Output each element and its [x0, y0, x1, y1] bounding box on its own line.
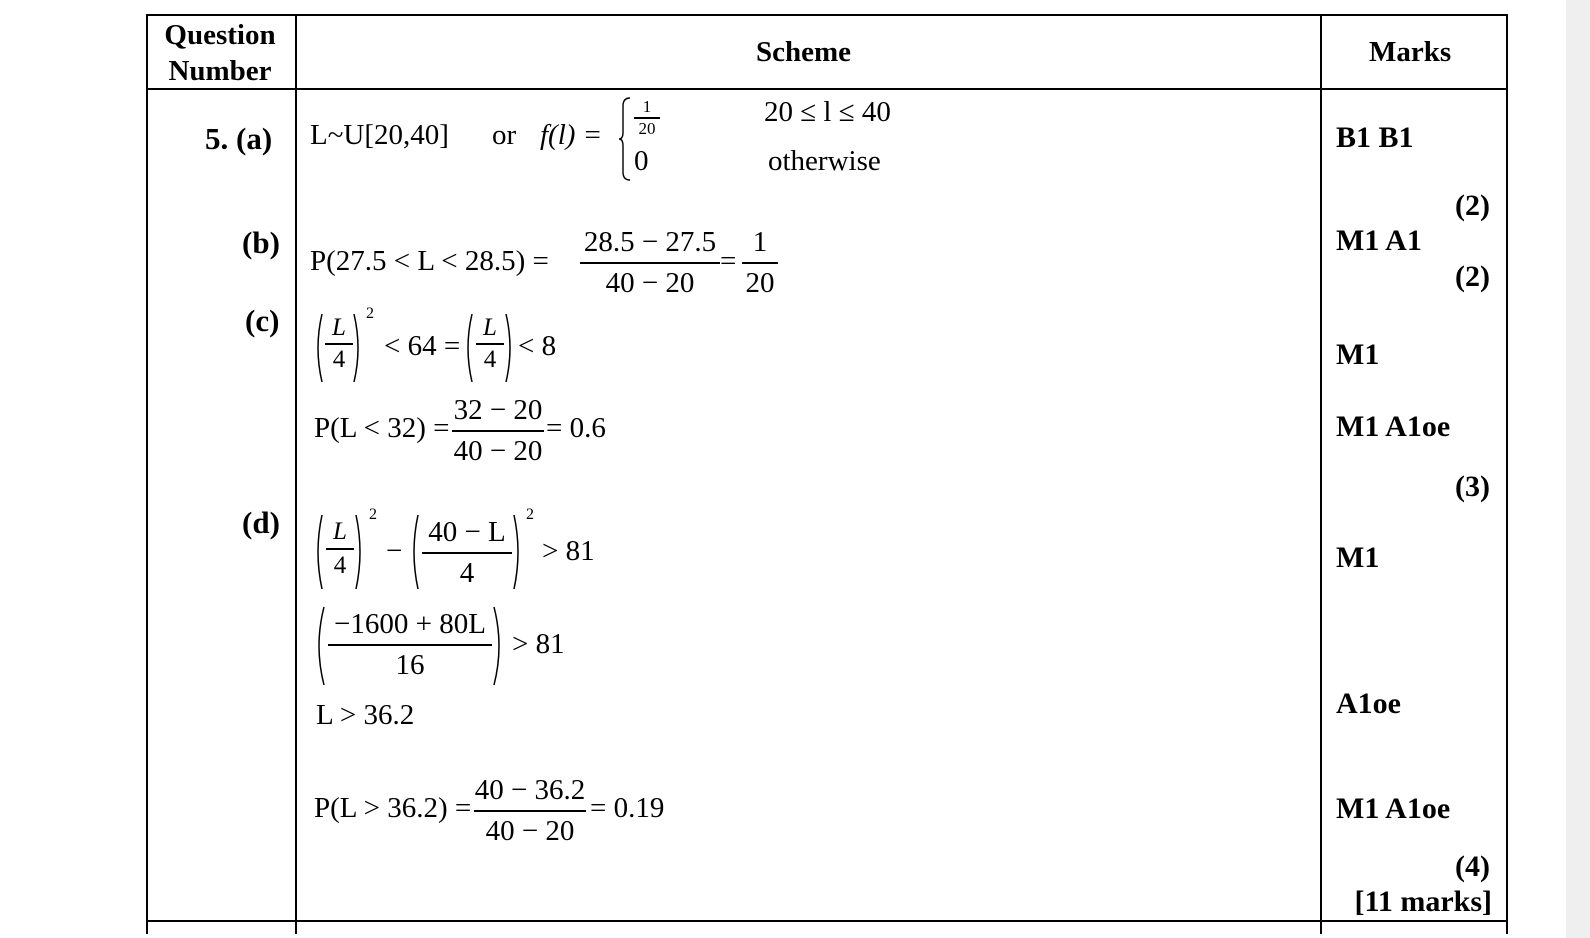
c-num-2: L — [483, 314, 497, 341]
d-paren-right-1 — [354, 513, 366, 596]
d-marks-1: M1 — [1336, 541, 1380, 574]
d-paren-left-3 — [312, 605, 326, 692]
d-paren-left-1 — [312, 513, 324, 596]
a-pdf-den: 20 — [638, 118, 656, 138]
d-den-3: 16 — [395, 648, 425, 681]
d-gt-1: > 81 — [542, 535, 595, 567]
d-paren-right-3 — [492, 605, 506, 692]
b-num2: 1 — [752, 226, 768, 258]
b-lhs: P(27.5 < L < 28.5) = — [310, 245, 549, 277]
c-den-2: 4 — [483, 345, 497, 373]
d-num-1: L — [333, 518, 347, 545]
b-num1: 28.5 − 27.5 — [583, 226, 717, 258]
d-prob-lhs: P(L > 36.2) = — [314, 792, 472, 824]
header-question-line2: Number — [168, 55, 272, 87]
c-prob-num: 32 − 20 — [453, 394, 543, 426]
d-marks-3: M1 A1oe — [1336, 792, 1451, 825]
table-border-top — [146, 14, 1508, 16]
d-total: (4) — [1455, 850, 1490, 883]
c-bar-1 — [325, 343, 353, 345]
c-paren-right-2 — [504, 312, 516, 389]
d-minus: − — [386, 535, 403, 567]
d-bar-1 — [326, 548, 354, 550]
d-bar-3 — [328, 644, 492, 646]
grand-total: [11 marks] — [1354, 885, 1492, 918]
c-total: (3) — [1455, 470, 1490, 503]
c-frac-2 — [476, 314, 504, 374]
d-prob-num: 40 − 36.2 — [474, 774, 586, 806]
label-b: (b) — [242, 225, 280, 260]
d-num-2: 40 − L — [428, 516, 506, 548]
header-divider — [146, 88, 1508, 90]
a-pdf-num: 1 — [642, 97, 652, 116]
c-prob-den: 40 − 20 — [453, 434, 543, 467]
a-or: or — [492, 119, 517, 151]
c-marks-1: M1 — [1336, 338, 1380, 371]
c-num-1: L — [332, 314, 346, 341]
table-border-left — [146, 14, 148, 934]
d-square-1: 2 — [369, 506, 377, 523]
a-range: 20 ≤ l ≤ 40 — [764, 96, 891, 128]
d-square-2: 2 — [526, 506, 534, 523]
b-fraction-2 — [742, 226, 778, 300]
d-frac-1 — [326, 518, 354, 580]
c-paren-left-2 — [462, 312, 474, 389]
c-paren-left-1 — [312, 312, 324, 389]
c-prob-fraction — [452, 394, 544, 468]
c-marks-2: M1 A1oe — [1336, 410, 1451, 443]
c-end: < 8 — [518, 330, 557, 362]
header-scheme: Scheme — [756, 36, 852, 68]
a-marks: B1 B1 — [1336, 121, 1414, 154]
b-den2: 20 — [745, 266, 775, 299]
c-mid: < 64 = — [384, 330, 461, 362]
table-border-right — [1506, 14, 1508, 934]
a-curly-brace — [618, 96, 632, 187]
a-f-lhs: f(l) = — [540, 119, 603, 151]
column-divider-1 — [295, 14, 297, 934]
a-otherwise: otherwise — [768, 145, 881, 177]
c-square: 2 — [366, 305, 374, 322]
d-marks-2: A1oe — [1336, 687, 1401, 720]
d-prob-bar — [474, 810, 586, 812]
label-5a: 5. (a) — [205, 121, 273, 156]
b-bar1 — [580, 262, 720, 264]
d-den-1: 4 — [333, 551, 347, 579]
c-den-1: 4 — [332, 345, 346, 373]
d-bar-2 — [422, 552, 512, 554]
b-marks: M1 A1 — [1336, 224, 1422, 257]
d-frac-2 — [422, 516, 512, 590]
c-prob-lhs: P(L < 32) = — [314, 412, 450, 444]
d-paren-right-2 — [512, 513, 524, 596]
d-frac-3 — [328, 608, 492, 682]
d-inequality: L > 36.2 — [316, 699, 415, 731]
b-total: (2) — [1455, 260, 1490, 293]
b-equals: = — [720, 245, 737, 277]
label-c: (c) — [245, 303, 280, 338]
c-prob-result: = 0.6 — [546, 412, 606, 444]
d-paren-left-2 — [408, 513, 420, 596]
d-den-2: 4 — [459, 556, 475, 589]
d-gt-2: > 81 — [512, 628, 565, 660]
c-bar-2 — [476, 343, 504, 345]
d-prob-den: 40 − 20 — [485, 814, 575, 847]
header-question-line1: Question — [164, 19, 276, 51]
d-prob-fraction — [474, 774, 586, 848]
c-paren-right-1 — [352, 312, 364, 389]
c-prob-bar — [452, 430, 544, 432]
a-zero: 0 — [634, 145, 649, 177]
column-divider-2 — [1320, 14, 1322, 934]
a-pdf-fraction — [634, 97, 660, 139]
c-frac-1 — [325, 314, 353, 374]
a-total: (2) — [1455, 189, 1490, 222]
table-border-bottom — [146, 920, 1508, 922]
d-num-3: −1600 + 80L — [334, 608, 486, 640]
a-distribution: L~U[20,40] — [310, 119, 449, 151]
label-d: (d) — [242, 505, 280, 540]
d-prob-result: = 0.19 — [590, 792, 665, 824]
header-marks: Marks — [1369, 36, 1452, 68]
header-question-number — [158, 17, 282, 89]
b-bar2 — [742, 262, 778, 264]
b-den1: 40 − 20 — [605, 266, 695, 299]
b-fraction-1 — [580, 226, 720, 300]
